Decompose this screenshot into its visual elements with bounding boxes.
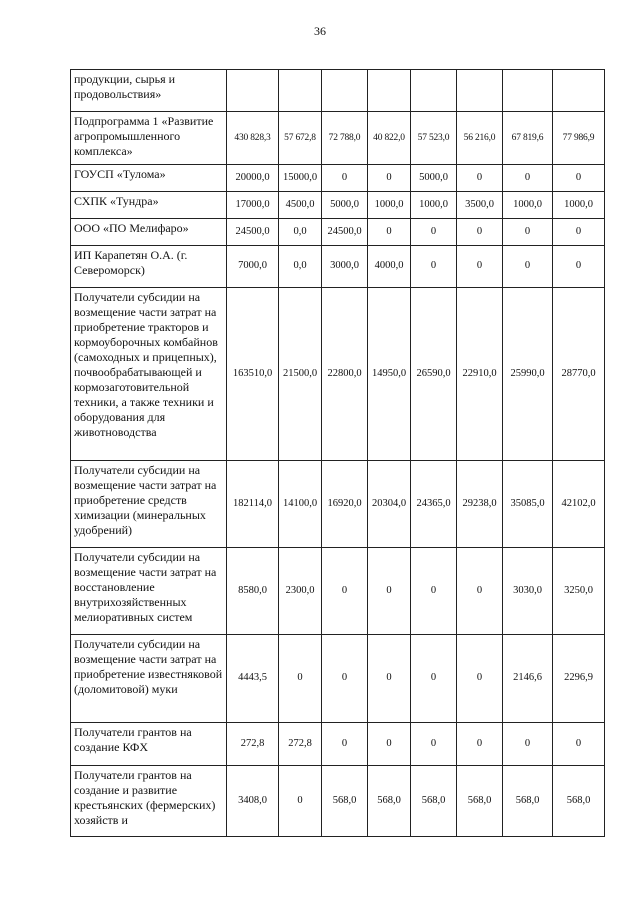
value-cell: 0	[553, 219, 605, 246]
value-cell	[457, 70, 503, 112]
value-cell: 5000,0	[322, 192, 368, 219]
value-cell: 0	[503, 246, 553, 288]
value-cell: 568,0	[503, 766, 553, 837]
value-cell: 0	[322, 165, 368, 192]
value-cell: 21500,0	[279, 288, 322, 461]
table-row	[71, 723, 605, 766]
value-cell: 0	[368, 723, 411, 766]
value-cell: 568,0	[322, 766, 368, 837]
value-cell: 14100,0	[279, 461, 322, 548]
value-cell: 0	[368, 548, 411, 635]
value-cell: 272,8	[279, 723, 322, 766]
value-cell: 0	[322, 723, 368, 766]
value-cell: 0	[553, 246, 605, 288]
row-name-cell: Получатели субсидии на возмещение части затрат на приобретение тракторов и кормоуборочных комбайнов (самоходных и прицепных), почвообрабатывающей и кормозаготовительной техники, а также техники и оборудования для животноводства	[71, 288, 227, 461]
row-name-cell: ИП Карапетян О.А. (г. Североморск)	[71, 246, 227, 288]
value-cell: 2146,6	[503, 635, 553, 723]
value-cell: 0	[411, 246, 457, 288]
value-cell: 272,8	[227, 723, 279, 766]
value-cell: 26590,0	[411, 288, 457, 461]
table-row	[71, 548, 605, 635]
row-name-cell: Получатели субсидии на возмещение части затрат на восстановление внутрихозяйственных мелиоративных систем	[71, 548, 227, 635]
value-cell: 568,0	[368, 766, 411, 837]
value-cell: 42102,0	[553, 461, 605, 548]
table-row	[71, 635, 605, 723]
budget-table	[70, 69, 605, 837]
value-cell: 22910,0	[457, 288, 503, 461]
value-cell: 14950,0	[368, 288, 411, 461]
table-row	[71, 461, 605, 548]
value-cell	[553, 70, 605, 112]
row-name-cell: СХПК «Тундра»	[71, 192, 227, 219]
row-name-cell: Получатели грантов на создание КФХ	[71, 723, 227, 766]
value-cell: 0	[457, 219, 503, 246]
value-cell	[322, 70, 368, 112]
value-cell: 0	[411, 635, 457, 723]
value-cell: 3000,0	[322, 246, 368, 288]
value-cell: 0	[279, 766, 322, 837]
value-cell	[503, 70, 553, 112]
value-cell: 25990,0	[503, 288, 553, 461]
value-cell: 568,0	[411, 766, 457, 837]
row-name-cell: ООО «ПО Мелифаро»	[71, 219, 227, 246]
value-cell: 5000,0	[411, 165, 457, 192]
value-cell: 1000,0	[503, 192, 553, 219]
table-row	[71, 766, 605, 837]
value-cell: 0	[457, 635, 503, 723]
value-cell: 0	[457, 246, 503, 288]
value-cell: 0	[553, 165, 605, 192]
table-row	[71, 219, 605, 246]
value-cell: 77 986,9	[553, 112, 605, 165]
table-row	[71, 112, 605, 165]
value-cell: 0	[279, 635, 322, 723]
value-cell: 2296,9	[553, 635, 605, 723]
value-cell: 0	[503, 723, 553, 766]
value-cell: 3408,0	[227, 766, 279, 837]
value-cell: 0,0	[279, 219, 322, 246]
value-cell: 0	[503, 219, 553, 246]
value-cell: 40 822,0	[368, 112, 411, 165]
value-cell	[368, 70, 411, 112]
value-cell: 28770,0	[553, 288, 605, 461]
value-cell: 568,0	[553, 766, 605, 837]
row-name-cell: Получатели субсидии на возмещение части затрат на приобретение средств химизации (минеральных удобрений)	[71, 461, 227, 548]
value-cell: 1000,0	[368, 192, 411, 219]
value-cell: 0	[457, 723, 503, 766]
value-cell: 1000,0	[553, 192, 605, 219]
value-cell: 0	[553, 723, 605, 766]
value-cell: 15000,0	[279, 165, 322, 192]
value-cell: 17000,0	[227, 192, 279, 219]
value-cell: 56 216,0	[457, 112, 503, 165]
table-row	[71, 165, 605, 192]
value-cell: 24365,0	[411, 461, 457, 548]
value-cell: 3030,0	[503, 548, 553, 635]
value-cell: 0	[322, 548, 368, 635]
value-cell: 0	[368, 165, 411, 192]
value-cell	[279, 70, 322, 112]
value-cell: 4000,0	[368, 246, 411, 288]
page-number: 36	[314, 24, 326, 38]
value-cell: 24500,0	[227, 219, 279, 246]
value-cell: 182114,0	[227, 461, 279, 548]
value-cell: 67 819,6	[503, 112, 553, 165]
value-cell: 568,0	[457, 766, 503, 837]
table-row	[71, 70, 605, 112]
value-cell: 22800,0	[322, 288, 368, 461]
row-name-cell: продукции, сырья и продовольствия»	[71, 70, 227, 112]
value-cell: 7000,0	[227, 246, 279, 288]
row-name-cell: ГОУСП «Тулома»	[71, 165, 227, 192]
table-row	[71, 246, 605, 288]
value-cell	[411, 70, 457, 112]
value-cell	[227, 70, 279, 112]
value-cell: 0	[457, 548, 503, 635]
value-cell: 8580,0	[227, 548, 279, 635]
row-name-cell: Получатели грантов на создание и развитие крестьянских (фермерских) хозяйств и	[71, 766, 227, 837]
value-cell: 1000,0	[411, 192, 457, 219]
value-cell: 24500,0	[322, 219, 368, 246]
value-cell: 0,0	[279, 246, 322, 288]
value-cell: 20000,0	[227, 165, 279, 192]
value-cell: 35085,0	[503, 461, 553, 548]
value-cell: 72 788,0	[322, 112, 368, 165]
value-cell: 0	[368, 219, 411, 246]
value-cell: 4500,0	[279, 192, 322, 219]
value-cell: 4443,5	[227, 635, 279, 723]
value-cell: 0	[457, 165, 503, 192]
value-cell: 20304,0	[368, 461, 411, 548]
value-cell: 163510,0	[227, 288, 279, 461]
value-cell: 0	[368, 635, 411, 723]
value-cell: 16920,0	[322, 461, 368, 548]
value-cell: 0	[411, 548, 457, 635]
value-cell: 57 523,0	[411, 112, 457, 165]
value-cell: 0	[411, 219, 457, 246]
table-row	[71, 288, 605, 461]
value-cell: 57 672,8	[279, 112, 322, 165]
value-cell: 3250,0	[553, 548, 605, 635]
value-cell: 3500,0	[457, 192, 503, 219]
value-cell: 430 828,3	[227, 112, 279, 165]
table-row	[71, 192, 605, 219]
row-name-cell: Получатели субсидии на возмещение части затрат на приобретение известняковой (доломитовой) муки	[71, 635, 227, 723]
value-cell: 0	[411, 723, 457, 766]
value-cell: 0	[322, 635, 368, 723]
value-cell: 0	[503, 165, 553, 192]
value-cell: 2300,0	[279, 548, 322, 635]
value-cell: 29238,0	[457, 461, 503, 548]
row-name-cell: Подпрограмма 1 «Развитие агропромышленного комплекса»	[71, 112, 227, 165]
